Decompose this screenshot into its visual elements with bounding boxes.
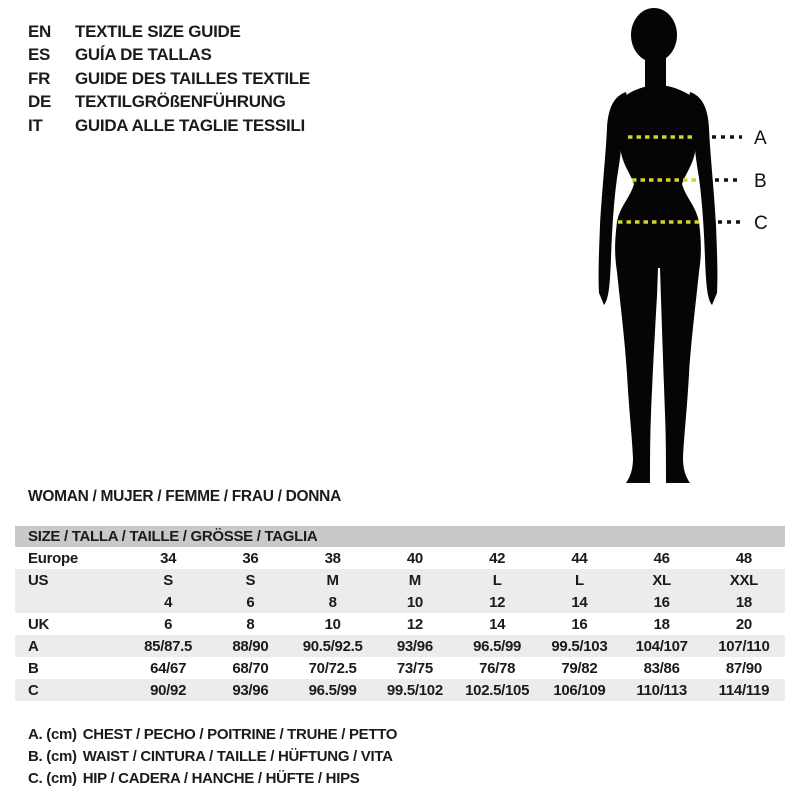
legend-label: CHEST / PECHO / POITRINE / TRUHE / PETTO (82, 726, 398, 744)
table-row (15, 635, 785, 657)
silhouette-body (615, 85, 701, 483)
table-row (15, 679, 785, 701)
language-code: ES (28, 45, 51, 65)
table-cell: 44 (571, 549, 588, 567)
language-item (28, 67, 310, 91)
chest-measure-label: A (754, 128, 767, 149)
table-cell: L (492, 571, 502, 589)
table-cell: 76/78 (479, 659, 516, 677)
table-cell: 70/72.5 (308, 659, 357, 677)
row-label: Europe (28, 549, 78, 567)
legend-label: WAIST / CINTURA / TAILLE / HÜFTUNG / VITA (82, 748, 393, 766)
table-cell: 12 (406, 615, 423, 633)
table-cell: 110/113 (636, 681, 687, 699)
table-cell: 12 (489, 593, 506, 611)
row-label: C (28, 681, 39, 699)
table-cell: 93/96 (232, 681, 269, 699)
table-cell: 10 (324, 615, 341, 633)
language-code: DE (28, 92, 52, 112)
language-title: GUÍA DE TALLAS (75, 45, 212, 65)
table-cell: 90.5/92.5 (302, 637, 363, 655)
row-label: B (28, 659, 39, 677)
language-item (28, 91, 310, 115)
table-cell: 6 (246, 593, 255, 611)
size-table (15, 526, 785, 701)
table-cell: M (326, 571, 339, 589)
table-cell: 68/70 (232, 659, 269, 677)
table-cell: 18 (735, 593, 752, 611)
table-cell: 48 (735, 549, 752, 567)
table-cell: 20 (735, 615, 752, 633)
row-label: UK (28, 615, 50, 633)
woman-silhouette-graphic (570, 0, 800, 500)
table-cell: 93/96 (396, 637, 433, 655)
table-cell: 40 (406, 549, 423, 567)
legend-label: HIP / CADERA / HANCHE / HÜFTE / HIPS (82, 769, 360, 787)
legend-key: C. (cm) (28, 769, 77, 787)
language-code: FR (28, 68, 51, 88)
table-cell: 87/90 (725, 659, 762, 677)
table-cell: 16 (571, 615, 588, 633)
table-cell: 64/67 (150, 659, 187, 677)
table-cell: 8 (246, 615, 255, 633)
table-cell: S (245, 571, 256, 589)
table-cell: 88/90 (232, 637, 269, 655)
table-cell: 18 (653, 615, 670, 633)
table-cell: 14 (571, 593, 588, 611)
language-title: TEXTILGRÖßENFÜHRUNG (75, 92, 286, 112)
table-cell: 10 (406, 593, 423, 611)
table-cell: 96.5/99 (473, 637, 522, 655)
table-row (15, 569, 785, 591)
silhouette-neck (645, 50, 666, 90)
waist-measure-label: B (754, 171, 767, 192)
size-table-body (15, 547, 785, 701)
table-cell: 114/119 (718, 681, 770, 699)
table-cell: XL (652, 571, 671, 589)
table-cell: 102.5/105 (465, 681, 530, 699)
table-cell: 4 (164, 593, 173, 611)
table-cell: 8 (328, 593, 337, 611)
language-code: EN (28, 21, 52, 41)
table-cell: 90/92 (150, 681, 187, 699)
table-cell: 99.5/103 (551, 637, 608, 655)
table-row (15, 613, 785, 635)
legend-key: B. (cm) (28, 748, 77, 766)
legend-item (28, 767, 397, 789)
table-cell: 85/87.5 (144, 637, 193, 655)
section-title: WOMAN / MUJER / FEMME / FRAU / DONNA (28, 488, 341, 505)
hip-measure-label: C (754, 213, 768, 234)
size-table-header-label: SIZE / TALLA / TAILLE / GRÖSSE / TAGLIA (28, 528, 318, 545)
legend-item (28, 724, 397, 746)
row-label: US (28, 571, 49, 589)
body-figure (570, 0, 800, 500)
language-list (28, 20, 310, 138)
language-code: IT (28, 115, 43, 135)
table-cell: 73/75 (396, 659, 433, 677)
language-item (28, 44, 310, 68)
table-cell: 96.5/99 (308, 681, 357, 699)
table-cell: 83/86 (643, 659, 680, 677)
size-table-header (15, 526, 785, 547)
table-cell: 14 (489, 615, 506, 633)
table-cell: 42 (489, 549, 506, 567)
table-cell: S (163, 571, 173, 589)
table-row (15, 657, 785, 679)
table-cell: 46 (653, 549, 670, 567)
language-item (28, 114, 310, 138)
table-cell: 106/109 (553, 681, 606, 699)
table-cell: 79/82 (561, 659, 598, 677)
table-cell: 34 (160, 549, 177, 567)
table-cell: 36 (242, 549, 259, 567)
table-cell: 38 (324, 549, 341, 567)
language-item (28, 20, 310, 44)
language-title: TEXTILE SIZE GUIDE (75, 21, 241, 41)
table-row (15, 547, 785, 569)
language-title: GUIDA ALLE TAGLIE TESSILI (75, 115, 305, 135)
table-cell: 99.5/102 (386, 681, 443, 699)
table-cell: 6 (164, 615, 173, 633)
legend-key: A. (cm) (28, 726, 77, 744)
table-cell: L (574, 571, 584, 589)
language-title: GUIDE DES TAILLES TEXTILE (75, 68, 310, 88)
table-row (15, 591, 785, 613)
table-cell: 107/110 (718, 637, 770, 655)
table-cell: 104/107 (635, 637, 688, 655)
table-cell: 16 (653, 593, 670, 611)
table-cell: XXL (729, 571, 759, 589)
table-cell: M (408, 571, 421, 589)
row-label: A (28, 637, 39, 655)
measurement-legend (28, 724, 397, 789)
legend-item (28, 746, 397, 768)
